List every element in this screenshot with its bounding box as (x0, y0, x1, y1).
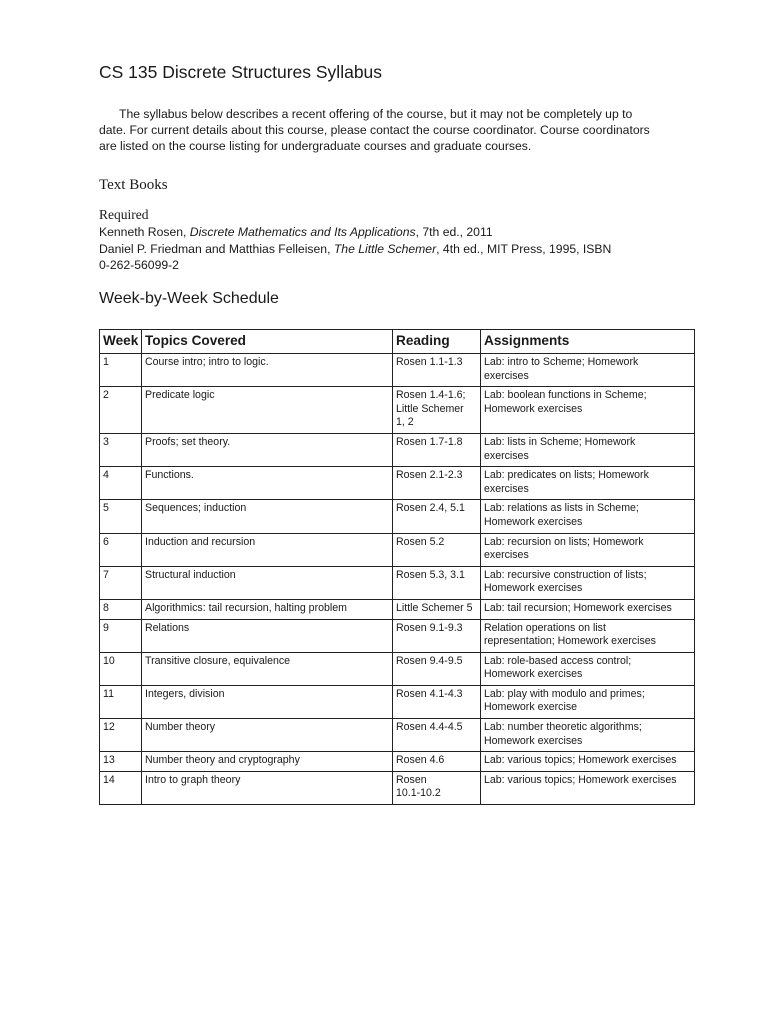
reading-line: Rosen 4.1-4.3 (396, 687, 463, 700)
topic-cell: Proofs; set theory. (142, 433, 393, 466)
table-row (100, 387, 695, 434)
reading-cell (393, 566, 481, 599)
reading-line: Rosen (396, 773, 427, 786)
assignment-line: representation; Homework exercises (484, 635, 656, 648)
assignment-line: Lab: relations as lists in Scheme; (484, 502, 639, 515)
textbooks-heading: Text Books (99, 177, 168, 193)
assignment-cell (481, 387, 695, 434)
assignment-line: Homework exercises (484, 668, 583, 681)
intro-line: date. For current details about this course, please contact the course coordinator. Course coordinators (99, 122, 650, 137)
intro-line: The syllabus below describes a recent offering of the course, but it may not be completely up to (119, 107, 633, 121)
reading-line: Rosen 9.4-9.5 (396, 654, 463, 667)
reading-cell (393, 752, 481, 772)
assignment-cell (481, 533, 695, 566)
assignment-line: Homework exercises (484, 402, 583, 415)
table-row (100, 533, 695, 566)
assignment-cell (481, 566, 695, 599)
reading-line: 1, 2 (396, 416, 414, 429)
reading-cell (393, 719, 481, 752)
schedule-heading: Week-by-Week Schedule (99, 290, 279, 307)
topic-cell: Number theory and cryptography (142, 752, 393, 772)
column-header-topics: Topics Covered (142, 330, 393, 354)
topic-cell: Intro to graph theory (142, 771, 393, 804)
assignment-line: exercises (484, 449, 529, 462)
assignment-line: exercises (484, 369, 529, 382)
week-cell: 11 (100, 685, 142, 718)
table-row (100, 467, 695, 500)
topic-cell: Structural induction (142, 566, 393, 599)
intro-paragraph (99, 107, 659, 154)
assignment-line: Homework exercises (484, 582, 583, 595)
assignment-line: Lab: recursive construction of lists; (484, 568, 647, 581)
topic-cell: Transitive closure, equivalence (142, 652, 393, 685)
book-entry (99, 241, 679, 258)
week-cell: 10 (100, 652, 142, 685)
week-cell: 1 (100, 354, 142, 387)
table-row (100, 719, 695, 752)
week-cell: 4 (100, 467, 142, 500)
table-row (100, 354, 695, 387)
assignment-cell (481, 500, 695, 533)
assignment-cell (481, 752, 695, 772)
assignment-cell (481, 619, 695, 652)
column-header-reading: Reading (393, 330, 481, 354)
assignment-line: Homework exercise (484, 701, 578, 714)
table-row (100, 771, 695, 804)
assignment-line: Lab: various topics; Homework exercises (484, 754, 677, 767)
assignment-line: Lab: boolean functions in Scheme; (484, 389, 647, 402)
column-header-week: Week (100, 330, 142, 354)
schedule-header-row (100, 330, 695, 354)
assignment-line: Relation operations on list (484, 621, 606, 634)
schedule-body (100, 354, 695, 805)
book-isbn: 0-262-56099-2 (99, 258, 179, 272)
assignment-cell (481, 685, 695, 718)
week-cell: 6 (100, 533, 142, 566)
table-row (100, 652, 695, 685)
assignment-cell (481, 771, 695, 804)
intro-line: are listed on the course listing for undergraduate courses and graduate courses. (99, 138, 532, 153)
reading-line: Rosen 5.3, 3.1 (396, 568, 465, 581)
topic-cell: Course intro; intro to logic. (142, 354, 393, 387)
reading-line: 10.1-10.2 (396, 787, 441, 800)
topic-cell: Functions. (142, 467, 393, 500)
reading-cell (393, 771, 481, 804)
assignment-line: Lab: lists in Scheme; Homework (484, 435, 636, 448)
assignment-cell (481, 467, 695, 500)
week-cell: 14 (100, 771, 142, 804)
reading-line: Rosen 4.4-4.5 (396, 721, 463, 734)
schedule-table (99, 329, 695, 805)
assignment-line: exercises (484, 482, 529, 495)
book-list (99, 224, 679, 274)
week-cell: 12 (100, 719, 142, 752)
table-row (100, 500, 695, 533)
assignment-cell (481, 652, 695, 685)
column-header-assignments: Assignments (481, 330, 695, 354)
assignment-cell (481, 354, 695, 387)
book-details: , 4th ed., MIT Press, 1995, ISBN (436, 241, 612, 256)
assignment-line: Lab: intro to Scheme; Homework (484, 356, 639, 368)
assignment-cell (481, 433, 695, 466)
week-cell: 5 (100, 500, 142, 533)
book-title: The Little Schemer (333, 241, 437, 256)
reading-cell (393, 387, 481, 434)
table-row (100, 685, 695, 718)
page-title: CS 135 Discrete Structures Syllabus (99, 62, 383, 82)
assignment-cell (481, 719, 695, 752)
reading-line: Rosen 4.6 (396, 754, 445, 767)
assignment-line: Homework exercises (484, 734, 583, 747)
week-cell: 8 (100, 599, 142, 619)
assignment-line: Lab: recursion on lists; Homework (484, 535, 644, 548)
reading-cell (393, 619, 481, 652)
week-cell: 13 (100, 752, 142, 772)
topic-cell: Predicate logic (142, 387, 393, 434)
reading-line: Rosen 1.7-1.8 (396, 435, 463, 448)
reading-line: Rosen 2.4, 5.1 (396, 502, 465, 515)
week-cell: 3 (100, 433, 142, 466)
topic-cell: Induction and recursion (142, 533, 393, 566)
book-title: Discrete Mathematics and Its Applications (189, 225, 416, 239)
reading-cell (393, 599, 481, 619)
assignment-line: Lab: role-based access control; (484, 654, 632, 667)
reading-line: Rosen 2.1-2.3 (396, 469, 463, 482)
reading-cell (393, 433, 481, 466)
reading-cell (393, 354, 481, 387)
assignment-line: Lab: number theoretic algorithms; (484, 721, 642, 734)
assignment-line: Lab: various topics; Homework exercises (484, 773, 677, 786)
assignment-line: Lab: tail recursion; Homework exercises (484, 601, 672, 614)
book-authors: Kenneth Rosen, (99, 225, 190, 239)
topic-cell: Number theory (142, 719, 393, 752)
book-entry (99, 224, 679, 241)
table-row (100, 599, 695, 619)
reading-line: Rosen 1.4-1.6; (396, 389, 466, 402)
week-cell: 9 (100, 619, 142, 652)
topic-cell: Relations (142, 619, 393, 652)
reading-cell (393, 467, 481, 500)
week-cell: 7 (100, 566, 142, 599)
week-cell: 2 (100, 387, 142, 434)
required-heading: Required (99, 207, 149, 222)
reading-line: Rosen 5.2 (396, 535, 445, 548)
reading-line: Little Schemer (396, 402, 464, 415)
book-authors: Daniel P. Friedman and Matthias Felleisen, (99, 241, 334, 256)
topic-cell: Integers, division (142, 685, 393, 718)
table-row (100, 433, 695, 466)
reading-line: Little Schemer 5 (396, 601, 473, 614)
book-details: , 7th ed., 2011 (415, 225, 493, 239)
assignment-line: exercises (484, 549, 529, 562)
reading-cell (393, 652, 481, 685)
table-row (100, 566, 695, 599)
topic-cell: Algorithmics: tail recursion, halting problem (142, 599, 393, 619)
topic-cell: Sequences; induction (142, 500, 393, 533)
reading-line: Rosen 1.1-1.3 (396, 356, 463, 368)
reading-cell (393, 533, 481, 566)
reading-cell (393, 500, 481, 533)
table-row (100, 752, 695, 772)
assignment-line: Lab: predicates on lists; Homework (484, 469, 649, 482)
reading-line: Rosen 9.1-9.3 (396, 621, 463, 634)
assignment-line: Homework exercises (484, 515, 583, 528)
assignment-line: Lab: play with modulo and primes; (484, 687, 645, 700)
assignment-cell (481, 599, 695, 619)
reading-cell (393, 685, 481, 718)
table-row (100, 619, 695, 652)
